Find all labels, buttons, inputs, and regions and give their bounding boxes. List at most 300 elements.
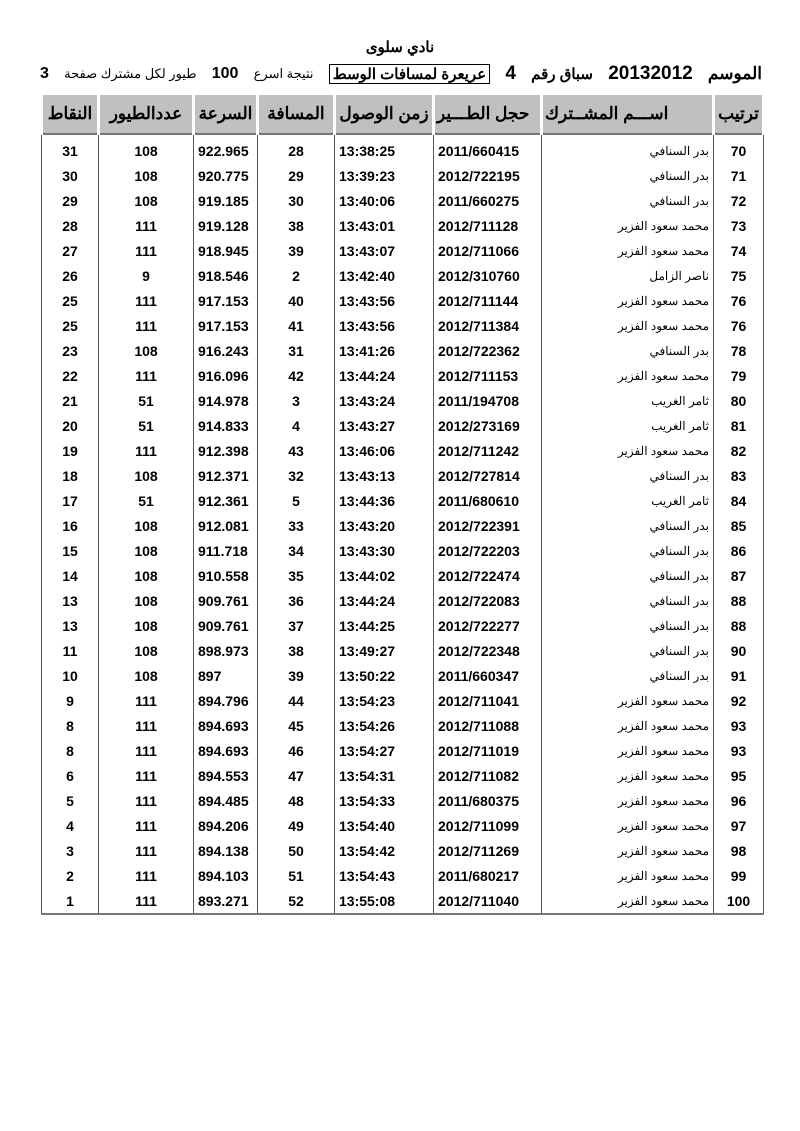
bird-count-cell: 108	[99, 188, 194, 213]
bird-count-cell: 111	[99, 838, 194, 863]
distance-cell: 5	[258, 488, 335, 513]
speed-cell: 894.796	[194, 688, 258, 713]
member-name-cell: بدر السنافي	[542, 663, 714, 688]
member-name-cell: محمد سعود الفزير	[542, 813, 714, 838]
ring-cell: 2012/711128	[434, 213, 542, 238]
points-cell: 25	[42, 288, 99, 313]
table-row	[42, 513, 764, 538]
bird-count-cell: 111	[99, 763, 194, 788]
points-cell: 11	[42, 638, 99, 663]
distance-cell: 39	[258, 663, 335, 688]
arrival-time-cell: 13:43:07	[335, 238, 434, 263]
rank-cell: 93	[714, 738, 764, 763]
per-member-label: طيور لكل مشترك صفحة	[64, 66, 197, 81]
bird-count-cell: 108	[99, 638, 194, 663]
distance-cell: 52	[258, 888, 335, 914]
table-row	[42, 738, 764, 763]
rank-cell: 82	[714, 438, 764, 463]
arrival-time-cell: 13:54:31	[335, 763, 434, 788]
points-cell: 10	[42, 663, 99, 688]
speed-cell: 922.965	[194, 134, 258, 163]
bird-count-cell: 111	[99, 713, 194, 738]
speed-cell: 894.103	[194, 863, 258, 888]
distance-cell: 51	[258, 863, 335, 888]
member-name-cell: محمد سعود الفزير	[542, 713, 714, 738]
arrival-time-cell: 13:44:25	[335, 613, 434, 638]
table-row	[42, 288, 764, 313]
member-name-cell: بدر السنافي	[542, 538, 714, 563]
arrival-time-cell: 13:54:26	[335, 713, 434, 738]
bird-count-cell: 108	[99, 613, 194, 638]
club-title: نادي سلوى	[365, 39, 435, 56]
rank-cell: 71	[714, 163, 764, 188]
points-cell: 17	[42, 488, 99, 513]
table-header-row	[42, 94, 764, 135]
arrival-time-cell: 13:42:40	[335, 263, 434, 288]
bird-count-cell: 108	[99, 134, 194, 163]
results-table	[40, 92, 765, 915]
table-row	[42, 338, 764, 363]
member-name-cell: محمد سعود الفزير	[542, 888, 714, 914]
table-row	[42, 713, 764, 738]
arrival-time-cell: 13:54:42	[335, 838, 434, 863]
points-cell: 19	[42, 438, 99, 463]
ring-cell: 2012/711242	[434, 438, 542, 463]
distance-cell: 28	[258, 134, 335, 163]
table-row	[42, 688, 764, 713]
member-name-cell: بدر السنافي	[542, 613, 714, 638]
distance-cell: 34	[258, 538, 335, 563]
speed-cell: 909.761	[194, 613, 258, 638]
points-cell: 6	[42, 763, 99, 788]
member-name-cell: محمد سعود الفزير	[542, 438, 714, 463]
bird-count-cell: 111	[99, 288, 194, 313]
distance-cell: 3	[258, 388, 335, 413]
speed-cell: 894.206	[194, 813, 258, 838]
member-name-cell: ثامر الغريب	[542, 488, 714, 513]
table-row	[42, 888, 764, 914]
table-row	[42, 213, 764, 238]
bird-count-cell: 108	[99, 538, 194, 563]
distance-cell: 48	[258, 788, 335, 813]
ring-cell: 2012/273169	[434, 413, 542, 438]
bird-count-cell: 108	[99, 513, 194, 538]
speed-cell: 912.361	[194, 488, 258, 513]
speed-cell: 894.693	[194, 738, 258, 763]
bird-count-cell: 111	[99, 738, 194, 763]
arrival-time-cell: 13:43:24	[335, 388, 434, 413]
rank-cell: 75	[714, 263, 764, 288]
member-name-cell: بدر السنافي	[542, 338, 714, 363]
arrival-time-cell: 13:44:24	[335, 363, 434, 388]
table-row	[42, 413, 764, 438]
col-speed: السرعة	[194, 94, 258, 135]
speed-cell: 917.153	[194, 313, 258, 338]
season-label: الموسم	[707, 64, 762, 83]
member-name-cell: بدر السنافي	[542, 513, 714, 538]
points-cell: 4	[42, 813, 99, 838]
col-points: النقاط	[42, 94, 99, 135]
rank-cell: 74	[714, 238, 764, 263]
distance-cell: 40	[258, 288, 335, 313]
speed-cell: 919.185	[194, 188, 258, 213]
distance-cell: 49	[258, 813, 335, 838]
ring-cell: 2012/722277	[434, 613, 542, 638]
distance-cell: 47	[258, 763, 335, 788]
ring-cell: 2012/727814	[434, 463, 542, 488]
arrival-time-cell: 13:40:06	[335, 188, 434, 213]
arrival-time-cell: 13:54:23	[335, 688, 434, 713]
member-name-cell: محمد سعود الفزير	[542, 763, 714, 788]
col-rank: ترتيب	[714, 94, 764, 135]
ring-cell: 2012/711153	[434, 363, 542, 388]
col-distance: المسافة	[258, 94, 335, 135]
speed-cell: 912.398	[194, 438, 258, 463]
table-row	[42, 238, 764, 263]
distance-cell: 31	[258, 338, 335, 363]
speed-cell: 918.546	[194, 263, 258, 288]
distance-cell: 4	[258, 413, 335, 438]
distance-cell: 35	[258, 563, 335, 588]
bird-count-cell: 111	[99, 313, 194, 338]
points-cell: 5	[42, 788, 99, 813]
distance-cell: 41	[258, 313, 335, 338]
speed-cell: 914.833	[194, 413, 258, 438]
table-row	[42, 188, 764, 213]
member-name-cell: ناصر الزامل	[542, 263, 714, 288]
table-row	[42, 663, 764, 688]
bird-count-cell: 51	[99, 388, 194, 413]
points-cell: 30	[42, 163, 99, 188]
points-cell: 8	[42, 713, 99, 738]
table-row	[42, 613, 764, 638]
distance-cell: 44	[258, 688, 335, 713]
speed-cell: 914.978	[194, 388, 258, 413]
distance-cell: 43	[258, 438, 335, 463]
rank-cell: 87	[714, 563, 764, 588]
arrival-time-cell: 13:44:02	[335, 563, 434, 588]
bird-count-cell: 51	[99, 488, 194, 513]
table-row	[42, 134, 764, 163]
bird-count-cell: 108	[99, 163, 194, 188]
ring-cell: 2011/660415	[434, 134, 542, 163]
col-arrival-time: زمن الوصول	[335, 94, 434, 135]
points-cell: 14	[42, 563, 99, 588]
arrival-time-cell: 13:43:56	[335, 288, 434, 313]
member-name-cell: بدر السنافي	[542, 163, 714, 188]
points-cell: 8	[42, 738, 99, 763]
speed-cell: 894.485	[194, 788, 258, 813]
member-name-cell: بدر السنافي	[542, 463, 714, 488]
col-bird-count: عددالطيور	[99, 94, 194, 135]
member-name-cell: محمد سعود الفزير	[542, 288, 714, 313]
points-cell: 18	[42, 463, 99, 488]
speed-cell: 910.558	[194, 563, 258, 588]
table-row	[42, 838, 764, 863]
table-row	[42, 763, 764, 788]
arrival-time-cell: 13:54:43	[335, 863, 434, 888]
rank-cell: 72	[714, 188, 764, 213]
table-row	[42, 313, 764, 338]
ring-cell: 2012/711099	[434, 813, 542, 838]
ring-cell: 2012/711082	[434, 763, 542, 788]
bird-count-cell: 111	[99, 788, 194, 813]
member-name-cell: ثامر الغريب	[542, 388, 714, 413]
distance-cell: 2	[258, 263, 335, 288]
speed-cell: 898.973	[194, 638, 258, 663]
arrival-time-cell: 13:55:08	[335, 888, 434, 914]
rank-cell: 84	[714, 488, 764, 513]
table-row	[42, 488, 764, 513]
rank-cell: 83	[714, 463, 764, 488]
arrival-time-cell: 13:39:23	[335, 163, 434, 188]
speed-cell: 916.096	[194, 363, 258, 388]
ring-cell: 2012/711019	[434, 738, 542, 763]
member-name-cell: محمد سعود الفزير	[542, 238, 714, 263]
ring-cell: 2012/711041	[434, 688, 542, 713]
page-number: 3	[40, 65, 49, 82]
member-name-cell: محمد سعود الفزير	[542, 363, 714, 388]
distance-cell: 42	[258, 363, 335, 388]
ring-cell: 2012/711144	[434, 288, 542, 313]
race-name-box: عريعرة لمسافات الوسط	[329, 64, 490, 84]
rank-cell: 92	[714, 688, 764, 713]
arrival-time-cell: 13:44:36	[335, 488, 434, 513]
table-row	[42, 788, 764, 813]
distance-cell: 37	[258, 613, 335, 638]
member-name-cell: محمد سعود الفزير	[542, 863, 714, 888]
rank-cell: 76	[714, 288, 764, 313]
ring-cell: 2011/660347	[434, 663, 542, 688]
arrival-time-cell: 13:41:26	[335, 338, 434, 363]
bird-count-cell: 111	[99, 863, 194, 888]
ring-cell: 2011/660275	[434, 188, 542, 213]
member-name-cell: محمد سعود الفزير	[542, 738, 714, 763]
table-row	[42, 388, 764, 413]
speed-cell: 909.761	[194, 588, 258, 613]
fastest-count: 100	[211, 65, 239, 82]
member-name-cell: محمد سعود الفزير	[542, 313, 714, 338]
distance-cell: 38	[258, 638, 335, 663]
member-name-cell: بدر السنافي	[542, 134, 714, 163]
bird-count-cell: 111	[99, 813, 194, 838]
table-row	[42, 463, 764, 488]
table-row	[42, 588, 764, 613]
points-cell: 29	[42, 188, 99, 213]
col-member-name: اســـم المشــترك	[542, 94, 714, 135]
rank-cell: 81	[714, 413, 764, 438]
points-cell: 21	[42, 388, 99, 413]
ring-cell: 2011/680217	[434, 863, 542, 888]
table-row	[42, 813, 764, 838]
points-cell: 1	[42, 888, 99, 914]
table-row	[42, 263, 764, 288]
col-ring-number: حجل الطـــير	[434, 94, 542, 135]
ring-cell: 2012/722083	[434, 588, 542, 613]
ring-cell: 2012/711066	[434, 238, 542, 263]
table-row	[42, 163, 764, 188]
distance-cell: 50	[258, 838, 335, 863]
rank-cell: 79	[714, 363, 764, 388]
points-cell: 22	[42, 363, 99, 388]
rank-cell: 100	[714, 888, 764, 914]
rank-cell: 99	[714, 863, 764, 888]
table-row	[42, 638, 764, 663]
points-cell: 2	[42, 863, 99, 888]
member-name-cell: محمد سعود الفزير	[542, 213, 714, 238]
race-info-line	[40, 60, 762, 88]
rank-cell: 95	[714, 763, 764, 788]
arrival-time-cell: 13:54:33	[335, 788, 434, 813]
bird-count-cell: 108	[99, 463, 194, 488]
points-cell: 28	[42, 213, 99, 238]
bird-count-cell: 111	[99, 238, 194, 263]
table-row	[42, 863, 764, 888]
bird-count-cell: 108	[99, 663, 194, 688]
ring-cell: 2012/722362	[434, 338, 542, 363]
member-name-cell: ثامر الغريب	[542, 413, 714, 438]
bird-count-cell: 108	[99, 588, 194, 613]
rank-cell: 80	[714, 388, 764, 413]
ring-cell: 2012/722195	[434, 163, 542, 188]
points-cell: 20	[42, 413, 99, 438]
rank-cell: 91	[714, 663, 764, 688]
points-cell: 13	[42, 588, 99, 613]
rank-cell: 78	[714, 338, 764, 363]
points-cell: 13	[42, 613, 99, 638]
rank-cell: 88	[714, 588, 764, 613]
bird-count-cell: 9	[99, 263, 194, 288]
arrival-time-cell: 13:43:27	[335, 413, 434, 438]
rank-cell: 76	[714, 313, 764, 338]
points-cell: 9	[42, 688, 99, 713]
points-cell: 31	[42, 134, 99, 163]
distance-cell: 39	[258, 238, 335, 263]
arrival-time-cell: 13:38:25	[335, 134, 434, 163]
points-cell: 3	[42, 838, 99, 863]
rank-cell: 85	[714, 513, 764, 538]
bird-count-cell: 51	[99, 413, 194, 438]
speed-cell: 919.128	[194, 213, 258, 238]
rank-cell: 96	[714, 788, 764, 813]
member-name-cell: بدر السنافي	[542, 638, 714, 663]
table-row	[42, 538, 764, 563]
ring-cell: 2012/722348	[434, 638, 542, 663]
speed-cell: 917.153	[194, 288, 258, 313]
rank-cell: 70	[714, 134, 764, 163]
member-name-cell: بدر السنافي	[542, 588, 714, 613]
points-cell: 25	[42, 313, 99, 338]
arrival-time-cell: 13:46:06	[335, 438, 434, 463]
ring-cell: 2012/711088	[434, 713, 542, 738]
bird-count-cell: 111	[99, 213, 194, 238]
arrival-time-cell: 13:54:40	[335, 813, 434, 838]
ring-cell: 2012/711269	[434, 838, 542, 863]
ring-cell: 2012/711384	[434, 313, 542, 338]
distance-cell: 33	[258, 513, 335, 538]
arrival-time-cell: 13:54:27	[335, 738, 434, 763]
speed-cell: 894.693	[194, 713, 258, 738]
rank-cell: 98	[714, 838, 764, 863]
member-name-cell: بدر السنافي	[542, 188, 714, 213]
points-cell: 15	[42, 538, 99, 563]
arrival-time-cell: 13:43:30	[335, 538, 434, 563]
fastest-label: نتيجة اسرع	[253, 66, 314, 81]
speed-cell: 912.371	[194, 463, 258, 488]
rank-cell: 97	[714, 813, 764, 838]
bird-count-cell: 108	[99, 338, 194, 363]
speed-cell: 912.081	[194, 513, 258, 538]
arrival-time-cell: 13:43:56	[335, 313, 434, 338]
ring-cell: 2012/722474	[434, 563, 542, 588]
speed-cell: 911.718	[194, 538, 258, 563]
rank-cell: 88	[714, 613, 764, 638]
arrival-time-cell: 13:49:27	[335, 638, 434, 663]
arrival-time-cell: 13:44:24	[335, 588, 434, 613]
table-row	[42, 438, 764, 463]
bird-count-cell: 111	[99, 888, 194, 914]
distance-cell: 36	[258, 588, 335, 613]
member-name-cell: محمد سعود الفزير	[542, 688, 714, 713]
points-cell: 26	[42, 263, 99, 288]
rank-cell: 93	[714, 713, 764, 738]
distance-cell: 32	[258, 463, 335, 488]
points-cell: 23	[42, 338, 99, 363]
ring-cell: 2012/310760	[434, 263, 542, 288]
arrival-time-cell: 13:43:01	[335, 213, 434, 238]
points-cell: 16	[42, 513, 99, 538]
arrival-time-cell: 13:43:13	[335, 463, 434, 488]
rank-cell: 90	[714, 638, 764, 663]
ring-cell: 2011/680610	[434, 488, 542, 513]
ring-cell: 2012/722391	[434, 513, 542, 538]
table-row	[42, 363, 764, 388]
distance-cell: 38	[258, 213, 335, 238]
member-name-cell: محمد سعود الفزير	[542, 838, 714, 863]
speed-cell: 897	[194, 663, 258, 688]
ring-cell: 2011/680375	[434, 788, 542, 813]
distance-cell: 29	[258, 163, 335, 188]
ring-cell: 2011/194708	[434, 388, 542, 413]
race-number: 4	[505, 63, 516, 84]
ring-cell: 2012/722203	[434, 538, 542, 563]
bird-count-cell: 111	[99, 363, 194, 388]
season-value: 20132012	[608, 63, 693, 84]
points-cell: 27	[42, 238, 99, 263]
arrival-time-cell: 13:50:22	[335, 663, 434, 688]
distance-cell: 45	[258, 713, 335, 738]
rank-cell: 86	[714, 538, 764, 563]
arrival-time-cell: 13:43:20	[335, 513, 434, 538]
speed-cell: 894.138	[194, 838, 258, 863]
speed-cell: 893.271	[194, 888, 258, 914]
bird-count-cell: 111	[99, 688, 194, 713]
distance-cell: 46	[258, 738, 335, 763]
member-name-cell: محمد سعود الفزير	[542, 788, 714, 813]
speed-cell: 918.945	[194, 238, 258, 263]
rank-cell: 73	[714, 213, 764, 238]
speed-cell: 916.243	[194, 338, 258, 363]
race-label: سباق رقم	[531, 66, 593, 83]
bird-count-cell: 108	[99, 563, 194, 588]
member-name-cell: بدر السنافي	[542, 563, 714, 588]
bird-count-cell: 111	[99, 438, 194, 463]
speed-cell: 920.775	[194, 163, 258, 188]
distance-cell: 30	[258, 188, 335, 213]
ring-cell: 2012/711040	[434, 888, 542, 914]
table-row	[42, 563, 764, 588]
speed-cell: 894.553	[194, 763, 258, 788]
